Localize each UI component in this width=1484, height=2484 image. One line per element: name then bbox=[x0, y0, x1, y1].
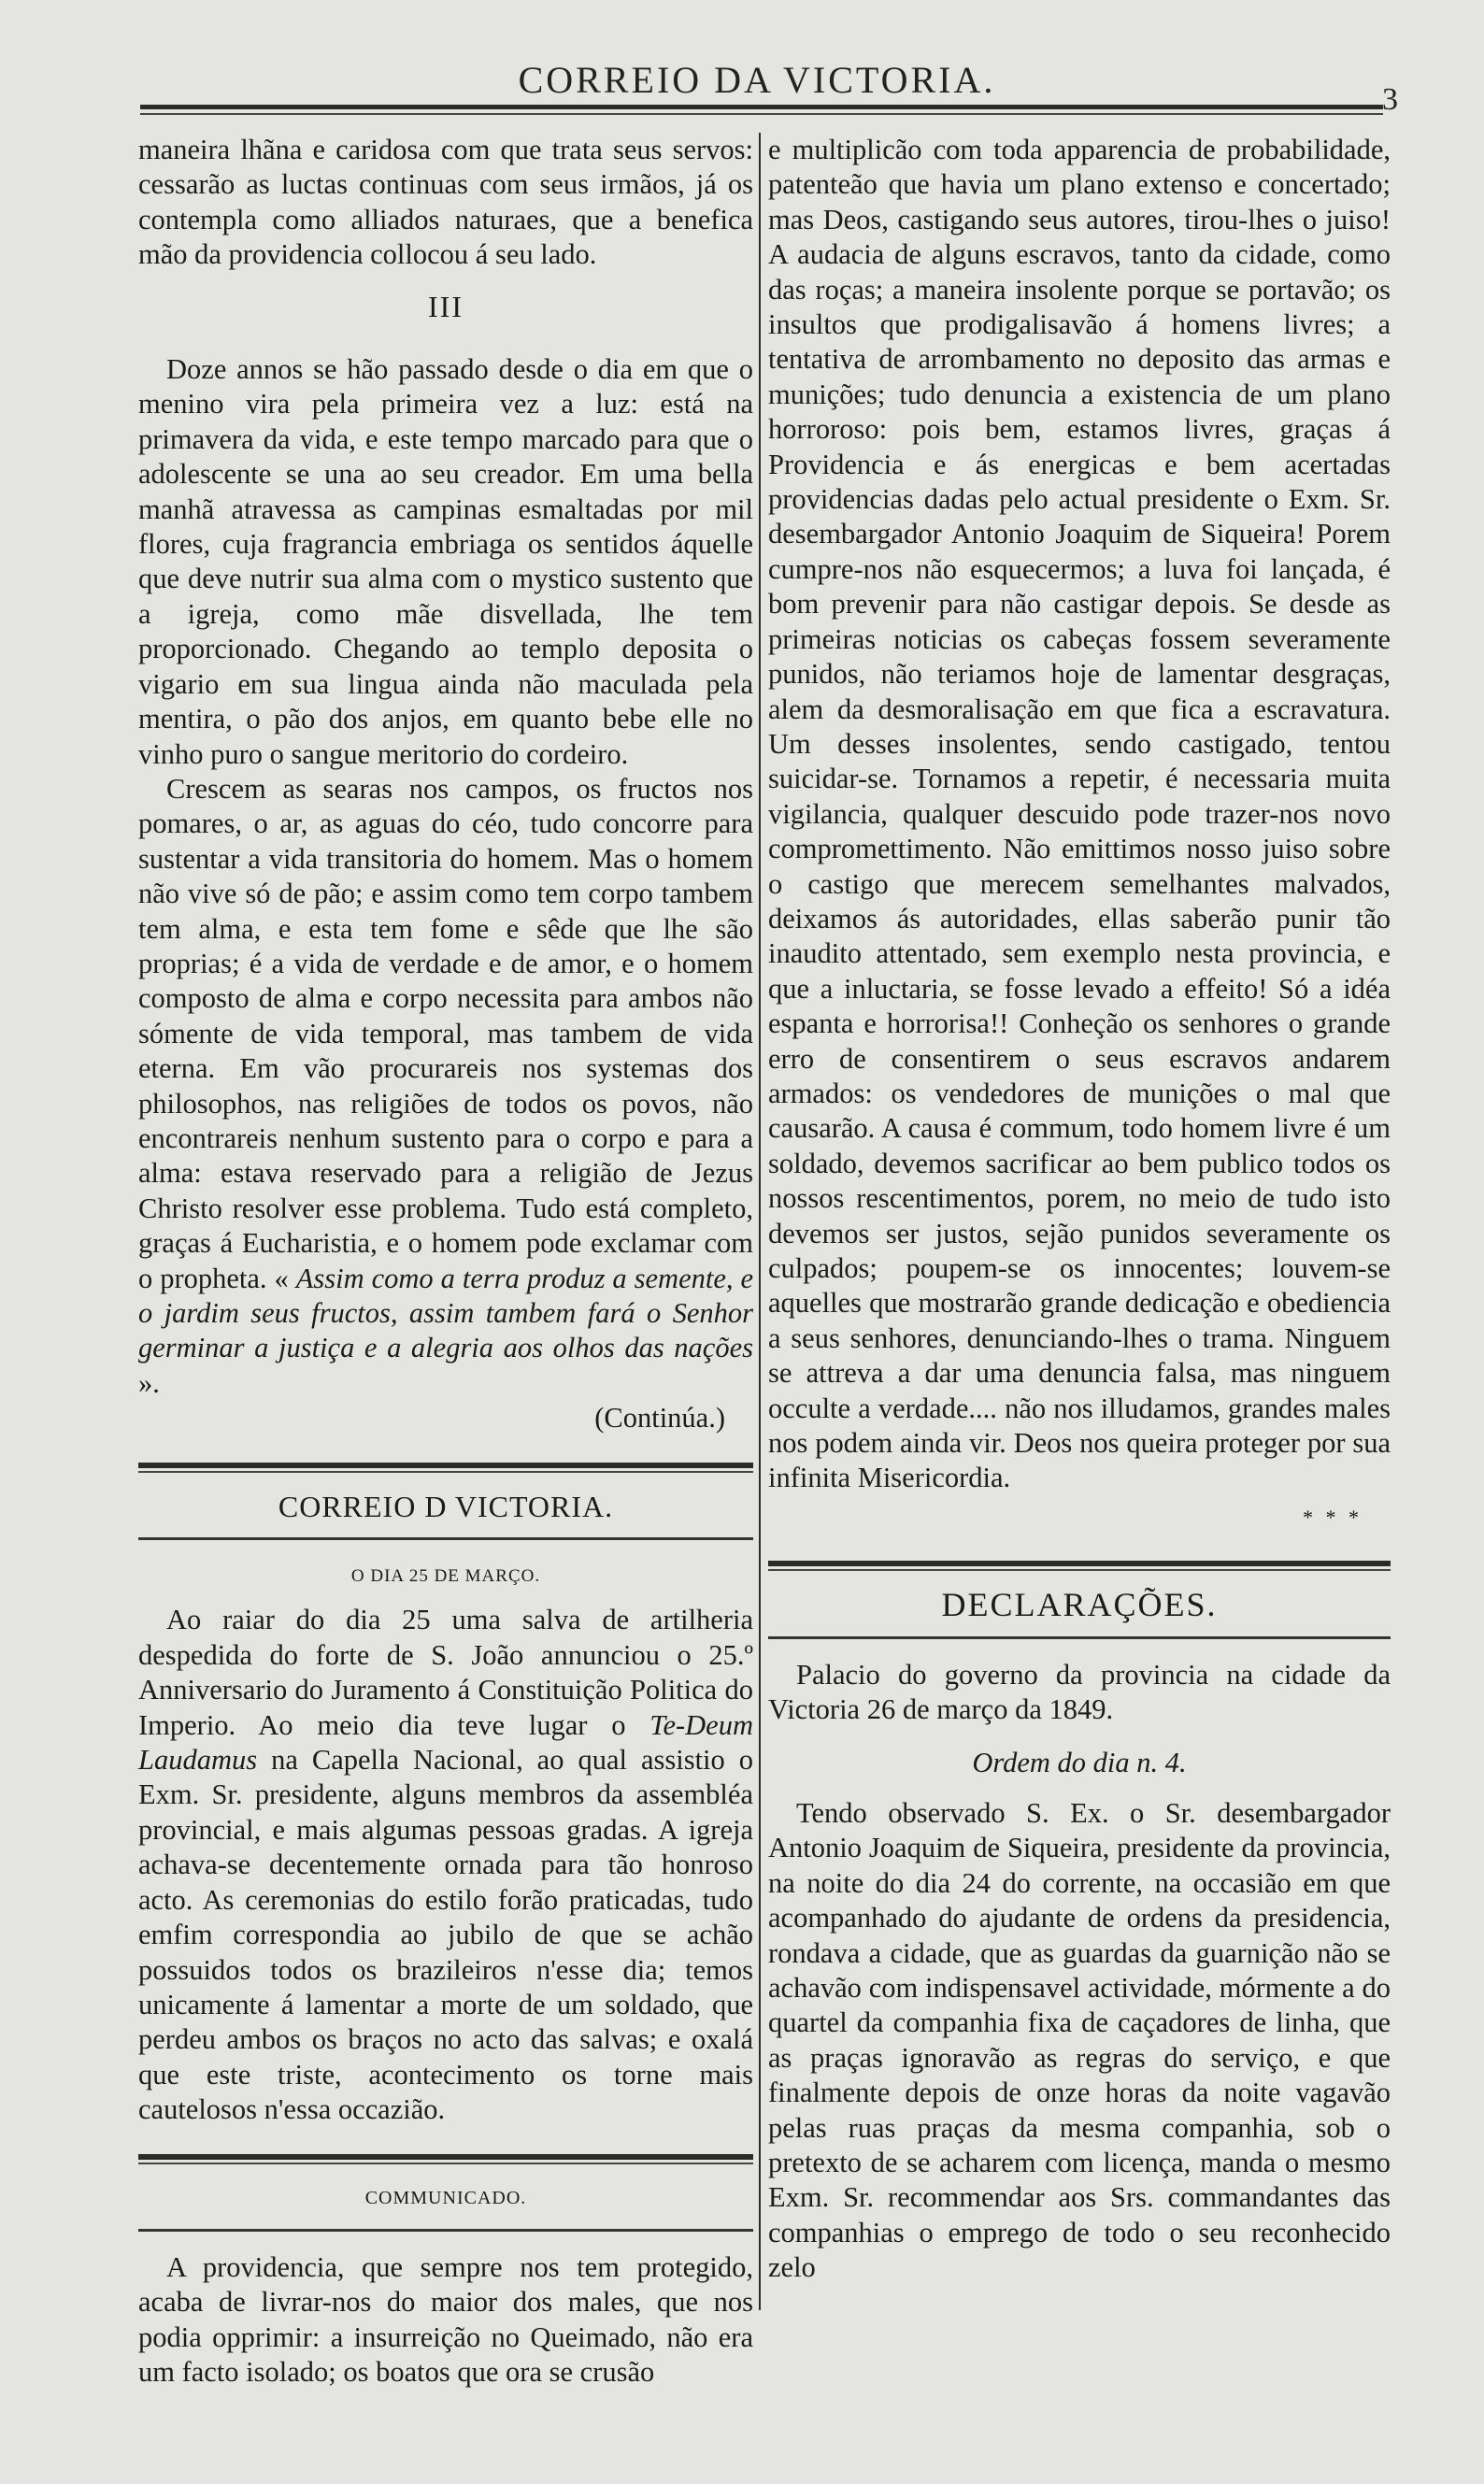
article-paragraph: maneira lhãna e caridosa com que trata seus servos: cessarão as luctas continuas com seus irmãos, já os contempla como alliados naturaes, que a benefica mão da providencia collocou á seu lado. bbox=[138, 134, 753, 271]
italic-text: Te-Deum Laudamus bbox=[138, 1708, 753, 1777]
quote-text: Assim como a terra produz a semente, e o jardim seus fructos, assim tambem fará o Senhor germinar a justiça e a alegria aos olhos das nações bbox=[138, 1262, 754, 1364]
paragraph-text: na Capella Nacional, ao qual assistio o Exm. Sr. presidente, alguns membros da assembléa provincial, e mais algumas pessoas gradas. A igreja achava-se decentemente ornada para tão honroso acto. As ceremonias do estilo forão praticadas, tudo emfim correspondia ao jubilo de que se achão possuidos todos os brazileiros n'esse dia; temos unicamente á lamentar a morte de um soldado, que perdeu ambos os braços no acto das salvas; e oxalá que este triste, acontecimento os torne mais cautelosos n'essa occazião. bbox=[138, 1744, 753, 2126]
article-paragraph bbox=[138, 772, 753, 1401]
quote-close: ». bbox=[138, 1366, 160, 1399]
article-paragraph: A providencia, que sempre nos tem protegido, acaba de livrar-nos do maior dos males, que nos podia opprimir: a insurreição no Queimado, não era um facto isolado; os boatos que ora se crusão bbox=[138, 2250, 753, 2389]
page-title: CORREIO DA VICTORIA. bbox=[518, 59, 996, 101]
column-divider bbox=[759, 133, 761, 2310]
header-rule bbox=[140, 105, 1383, 115]
section-rule bbox=[768, 1561, 1391, 1571]
masthead bbox=[140, 58, 1374, 102]
order-heading: Ordem do dia n. 4. bbox=[972, 1747, 1187, 1779]
paragraph-text: Crescem as searas nos campos, os fructos nos pomares, o ar, as aguas do céo, tudo concorre para sustentar a vida transitoria do homem. Mas o homem não vive só de pão; e assim como tem corpo tambem tem alma, e esta tem fome e sêde que lhe são proprias; é a vida de verdade e de amor, e o homem composto de alma e corpo necessita para ambos não sómente de vida temporal, mas tambem de vida eterna. Em vão procurareis nos systemas dos philosophos, nas religiões de todos os povos, não encontrareis nenhum sustento para o corpo e para a alma: estava reservado para a religião de Jezus Christo resolver esse problema. Tudo está completo, graças á Eucharistia, e o homem pode exclamar com o propheta. « bbox=[138, 772, 753, 1294]
article-paragraph bbox=[138, 1603, 753, 2127]
section-rule bbox=[138, 2229, 753, 2232]
section-rule bbox=[138, 1537, 753, 1540]
dateline: O DIA 25 DE MARÇO. bbox=[350, 1566, 541, 1587]
section-rule bbox=[768, 1636, 1391, 1639]
section-title: COMMUNICADO. bbox=[364, 2187, 527, 2208]
section-rule bbox=[138, 2154, 753, 2164]
article-paragraph: Doze annos se hão passado desde o dia em que o menino vira pela primeira vez a luz: está na primavera da vida, e este tempo marcado para que o adolescente se una ao seu creador. Em uma bella manhã atravessa as campinas esmaltadas por mil flores, cuja fragrancia embriaga os sentidos áquelle que deve nutrir sua alma com o mystico sustento que a igreja, como mãe disvellada, lhe tem proporcionado. Chegando ao templo deposita o vigario em sua lingua ainda não maculada pela mentira, o pão dos anjos, em quanto bebe elle no vinho puro o sangue meritorio do cordeiro. bbox=[138, 353, 753, 770]
section-rule bbox=[138, 1463, 753, 1473]
separator-stars: * * * bbox=[1303, 1505, 1363, 1529]
article-paragraph: Tendo observado S. Ex. o Sr. desembargador Antonio Joaquim de Siqueira, presidente da provincia, na noite do dia 24 do corrente, na occasião em que acompanhado do ajudante de ordens da presidencia, rondava a cidade, que as guardas da guarnição não se achavão com indispensavel actividade, mórmente a do quartel da companhia fixa de caçadores de linha, que as praças ignoravão as regras do serviço, e que finalmente depois de onze horas da noite vagavão pelas ruas praças da mesma companhia, sob o pretexto de se acharem com licença, manda o mesmo Exm. Sr. recommendar aos Srs. commandantes das companhias o emprego de todo o seu reconhecido zelo bbox=[768, 1796, 1391, 2284]
section-title: CORREIO D VICTORIA. bbox=[278, 1489, 614, 1523]
page-number: 3 bbox=[1382, 82, 1398, 117]
section-title: DECLARAÇÕES. bbox=[941, 1586, 1218, 1624]
section-number: III bbox=[428, 289, 464, 323]
continua-note: (Continúa.) bbox=[594, 1402, 725, 1435]
article-paragraph: Palacio do governo da provincia na cidade da Victoria 26 de março da 1849. bbox=[768, 1658, 1391, 1726]
left-column bbox=[138, 133, 753, 2391]
article-paragraph: e multiplicão com toda apparencia de probabilidade, patenteão que havia um plano extenso e concertado; mas Deos, castigando seus autores, tirou-lhes o juiso! A audacia de alguns escravos, tanto da cidade, como das roças; a maneira insolente porque se portavão; os insultos que prodigalisavão á homens livres; a tentativa de arrombamento no deposito das armas e munições; tudo denuncia a existencia de um plano horroroso: pois bem, estamos livres, graças á Providencia e ás energicas e bem acertadas providencias dadas pelo actual presidente o Exm. Sr. desembargador Antonio Joaquim de Siqueira! Porem cumpre-nos não esquecermos; a luva foi lançada, é bom prevenir para não castigar depois. Se desde as primeiras noticias os cabeças fossem severamente punidos, não teriamos hoje de lamentar desgraças, alem da desmoralisação em que fica a escravatura. Um desses insolentes, sendo castigado, tentou suicidar-se. Tornamos a repetir, é necessaria muita vigilancia, qualquer descuido pode trazer-nos novo compromettimento. Não emittimos nosso juiso sobre o castigo que merecem semelhantes malvados, deixamos ás autoridades, ellas saberão punir tão inaudito attentado, sem exemplo nesta provincia, e que a inluctaria, se fosse levado a effeito! Só a idéa espanta e horrorisa!! Conheção os senhores o grande erro de consentirem o seus escravos andarem armados: os vendedores de munições o mal que causarão. A causa é commum, todo homem livre é um soldado, devemos sacrificar ao bem publico todos os nossos rescentimentos, porem, no meio de tudo isto devemos ser justos, sejão punidos severamente os culpados; poupem-se os innocentes; louvem-se aquelles que mostrarão grande dedicação e obediencia a seus senhores, denunciando-lhes o trama. Ninguem se attreva a dar uma denuncia falsa, mas ninguem occulte a verdade.... não nos illudamos, grandes males nos podem ainda vir. Deos nos queira proteger por sua infinita Misericordia. bbox=[768, 134, 1391, 1494]
paragraph-text: Ao raiar do dia 25 uma salva de artilheria despedida do forte de S. João annunciou o 25.º Anniversario do Juramento á Constituição Politica do Imperio. Ao meio dia teve lugar o bbox=[138, 1604, 753, 1741]
right-column bbox=[768, 133, 1391, 2286]
